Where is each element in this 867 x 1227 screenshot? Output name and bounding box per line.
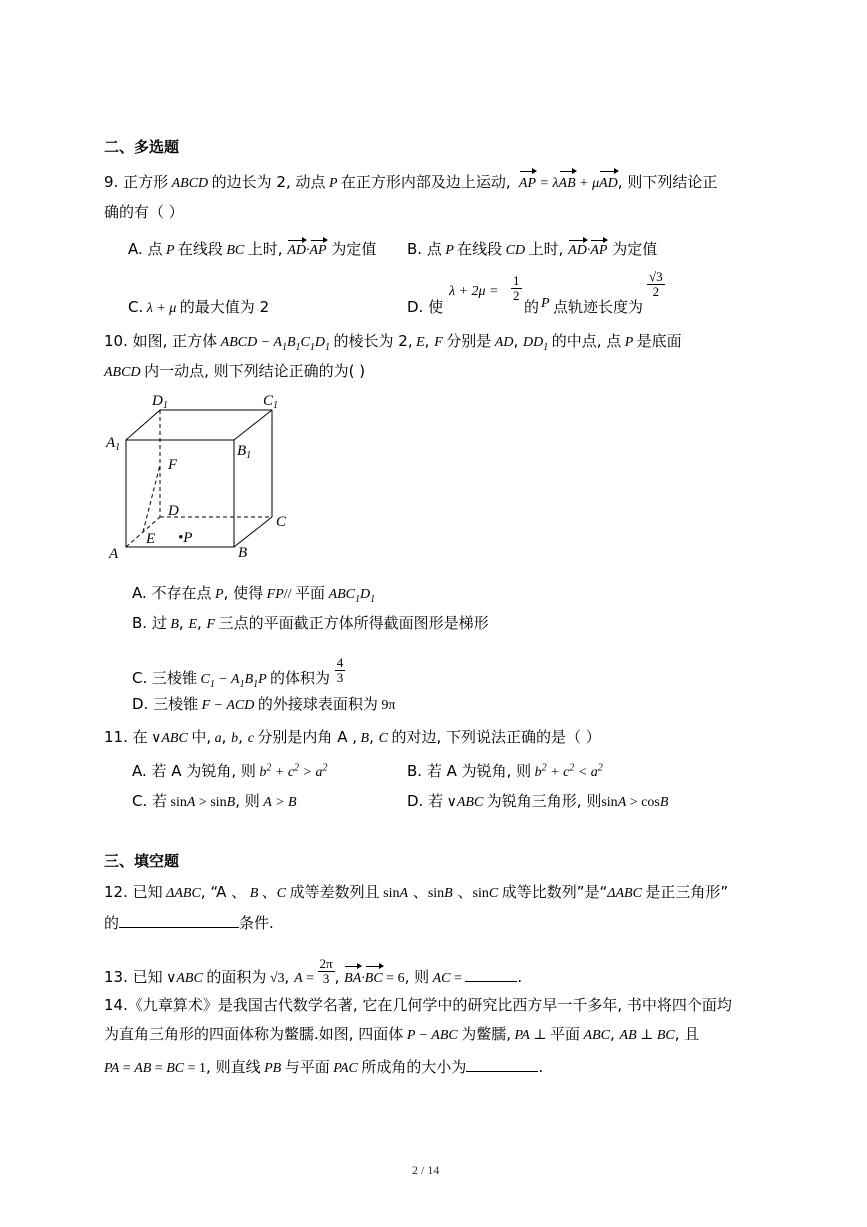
opt-text: 平面	[295, 584, 326, 602]
q13-text: 的面积为	[206, 968, 267, 986]
opt-text: 的外接球表面积为	[257, 695, 378, 713]
q9-text: 在正方形内部及边上运动,	[340, 173, 511, 191]
q9-text: 的边长为 2, 动点	[211, 173, 326, 191]
question-14-line-2: 为直角三角形的四面体称为鳖臑.如图, 四面体 P − ABC 为鳖臑, PA ⊥ 平面 ABC, AB ⊥ BC, 且	[104, 1025, 700, 1043]
label-a1: $A_1$	[106, 435, 121, 453]
question-10-line-1: 10. 如图, 正方体 ABCD − $A_1B_1C_1D_1$ 的棱长为 2, E, F 分别是 AD, $DD_1$ 的中点, 点 P 是底面	[104, 332, 682, 353]
q9-option-c: C. λ + μ 的最大值为 2	[128, 298, 270, 316]
q13-text: 13. 已知	[104, 968, 163, 986]
opt-text: B. 点	[407, 240, 442, 258]
opt-text: , 使得	[223, 584, 264, 602]
section-fill-blank-heading: 三、填空题	[104, 852, 180, 870]
q13-text: , 则	[404, 968, 430, 986]
opt-text: 为定值	[331, 240, 377, 258]
label-p: •P	[178, 530, 193, 546]
opt-text: A. 不存在点	[132, 584, 212, 602]
q10-option-b: B. 过 B, E, F 三点的平面截正方体所得截面图形是梯形	[132, 614, 489, 632]
q10-text: 分别是	[446, 332, 492, 350]
opt-text: 为锐角三角形, 则	[486, 792, 602, 810]
q12-text: 条件.	[239, 914, 274, 932]
q11-text: 的对边, 下列说法正确的是（ ）	[391, 728, 601, 746]
q14-text: 为直角三角形的四面体称为鳖臑.如图, 四面体	[104, 1025, 404, 1043]
question-9-line-2: 确的有（ ）	[104, 203, 184, 221]
q11-option-a: A. 若 A 为锐角, 则 $b^2 + c^2 > a^2$	[132, 762, 328, 780]
opt-text: B. 过	[132, 614, 167, 632]
q12-text: 是正三角形”	[645, 883, 729, 901]
q10-option-c: C. 三棱锥 $C_1 - A_1B_1P$ 的体积为 $\frac{4}{3}$	[132, 655, 344, 690]
q9-option-b: B. 点 P 在线段 CD 上时, AD·AP 为定值	[407, 240, 658, 258]
q11-option-b: B. 若 A 为锐角, 则 $b^2 + c^2 < a^2$	[407, 762, 603, 780]
label-c: C	[276, 514, 287, 530]
answer-blank[interactable]	[465, 967, 517, 982]
label-e: E	[146, 531, 156, 547]
question-9-line-1: 9. 正方形 ABCD 的边长为 2, 动点 P 在正方形内部及边上运动, AP = λAB + μAD, 则下列结论正	[104, 172, 717, 194]
opt-text: C. 三棱锥	[132, 669, 198, 687]
opt-text: A. 点	[128, 240, 163, 258]
q10-text: 内一动点, 则下列结论正确的为( )	[144, 362, 366, 380]
answer-blank[interactable]	[119, 913, 239, 928]
q12-text: 的	[104, 914, 120, 932]
label-c1: $C_1$	[263, 393, 279, 411]
q9-text: 9. 正方形	[104, 173, 169, 191]
q14-text: 为鳖臑,	[461, 1025, 512, 1043]
opt-text: , 则	[235, 792, 260, 810]
q10-text: 是底面	[636, 332, 682, 350]
opt-text: 上时,	[528, 240, 564, 258]
page-number: 2 / 14	[412, 1163, 440, 1177]
q14-text: , 则直线	[206, 1058, 261, 1076]
q9-vector-equation: AP = λAB + μAD	[515, 176, 617, 191]
label-b1: $B_1$	[237, 443, 252, 461]
q10-text: 的中点, 点	[551, 332, 622, 350]
q11-option-c: C. 若 sinA > sinB, 则 A > B	[132, 792, 297, 810]
q14-text: .	[538, 1058, 544, 1076]
opt-text: 的体积为	[269, 669, 330, 687]
opt-text: 在线段	[457, 240, 503, 258]
opt-text: B. 若 A 为锐角, 则	[407, 762, 532, 780]
opt-text: D. 三棱锥	[132, 695, 199, 713]
opt-text: 的最大值为 2	[179, 298, 270, 316]
opt-text: D. 若	[407, 792, 444, 810]
q11-text: 11. 在	[104, 728, 148, 746]
answer-blank[interactable]	[466, 1057, 538, 1072]
question-13: 13. 已知 ∨ABC 的面积为 √3, A = $\frac{2\pi}{3}$ , BA·BC = 6, 则 AC = .	[104, 963, 522, 992]
question-14-line-3: PA = AB = BC = 1, 则直线 PB 与平面 PAC 所成角的大小为 .	[104, 1058, 544, 1076]
label-a: A	[109, 546, 119, 562]
q14-text: 所成角的大小为	[361, 1058, 467, 1076]
question-14-line-1: 14.《九章算术》是我国古代数学名著, 它在几何学中的研究比西方早一千多年, 书中将四个面均	[104, 996, 732, 1014]
label-d: D	[168, 503, 179, 519]
q14-text: 平面	[550, 1025, 581, 1043]
opt-text: 点轨迹长度为	[553, 298, 644, 316]
q11-option-d: D. 若 ∨ABC 为锐角三角形, 则sinA > cosB	[407, 792, 669, 810]
opt-text: 的	[524, 298, 540, 316]
q12-text: 12. 已知	[104, 883, 163, 901]
q10-option-d: D. 三棱锥 F − ACD 的外接球表面积为 9π	[132, 695, 396, 713]
opt-text: C.	[128, 298, 144, 316]
label-f: F	[168, 457, 178, 473]
section-multi-choice-heading: 二、多选题	[104, 138, 180, 156]
label-b: B	[238, 545, 248, 561]
q9-text: , 则下列结论正	[617, 173, 718, 191]
label-d1: $D_1$	[152, 393, 168, 411]
question-12-line-1: 12. 已知 ΔABC, “A 、 B 、C 成等差数列且 sinA 、sinB 、sinC 成等比数列”是“ΔABC 是正三角形”	[104, 883, 729, 901]
question-12-line-2	[104, 913, 274, 933]
opt-text: 在线段	[177, 240, 223, 258]
opt-text: A. 若 A 为锐角, 则	[132, 762, 256, 780]
q10-option-a: A. 不存在点 P, 使得 FP// 平面 $ABC_1D_1$	[132, 584, 376, 605]
q12-text: , “A 、	[200, 883, 247, 901]
q11-text: 中,	[191, 728, 212, 746]
q10-text: 10. 如图, 正方体	[104, 332, 218, 350]
q14-text: , 且	[674, 1025, 700, 1043]
cube-figure	[100, 385, 300, 565]
q12-text: 成等差数列且	[289, 883, 380, 901]
q10-text: 的棱长为 2,	[333, 332, 413, 350]
opt-text: 为定值	[612, 240, 658, 258]
q13-text: .	[517, 968, 523, 986]
q9-option-a: A. 点 P 在线段 BC 上时, AD·AP 为定值	[128, 240, 377, 258]
question-10-line-2: ABCD 内一动点, 则下列结论正确的为( )	[104, 362, 366, 380]
question-11: 11. 在 ∨ABC 中, a, b, c 分别是内角 A , B, C 的对边, 下列说法正确的是（ ）	[104, 728, 601, 746]
opt-text: 上时,	[247, 240, 283, 258]
opt-text: 三点的平面截正方体所得截面图形是梯形	[218, 614, 489, 632]
q11-text: 分别是内角 A ,	[257, 728, 357, 746]
q14-text: 与平面	[284, 1058, 330, 1076]
q12-text: 成等比数列”是“	[501, 883, 608, 901]
q9-option-d: D. 使 λ + 2μ = $\frac{1}{2}$ 的 P 点轨迹长度为 $\frac{√3}{2}$	[407, 269, 663, 316]
opt-text: D. 使	[407, 298, 444, 316]
opt-text: C. 若	[132, 792, 168, 810]
